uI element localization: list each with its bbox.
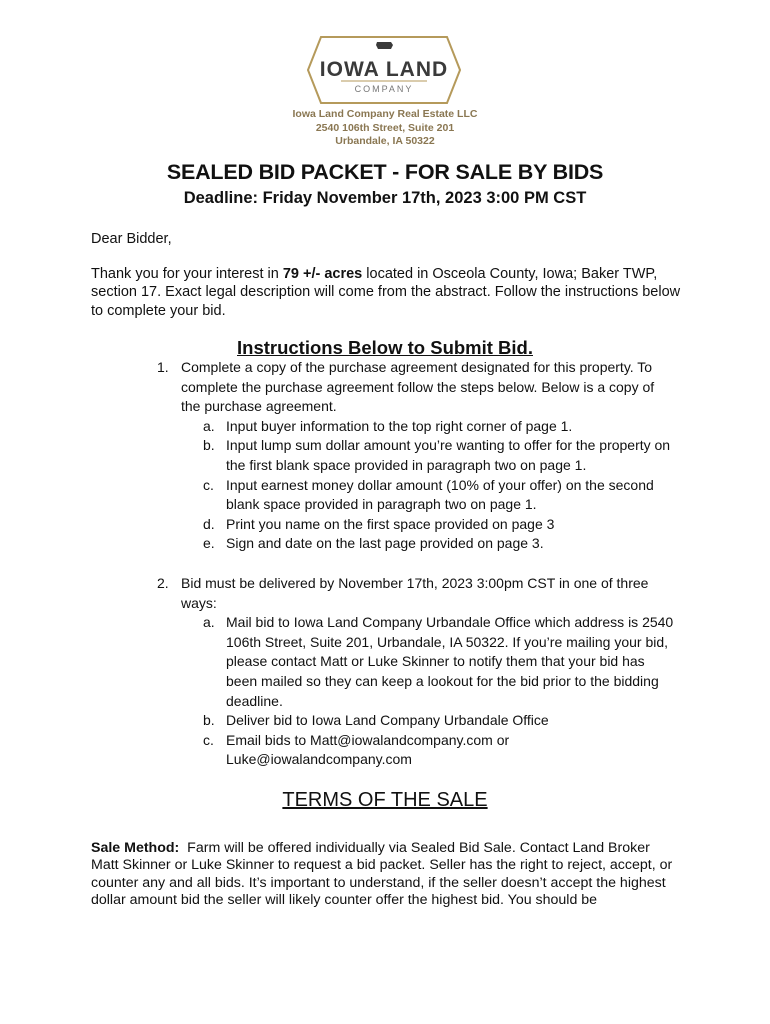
terms-heading: TERMS OF THE SALE [282, 789, 488, 811]
sub-step: c. Email bids to Matt@iowalandcompany.com or Luke@iowalandcompany.com [203, 731, 510, 768]
company-street: 2540 106th Street, Suite 201 [315, 121, 455, 134]
deadline: Deadline: Friday November 17th, 2023 3:00 PM CST [183, 189, 587, 207]
sale-method-text: Farm will be offered individually via Sealed Bid Sale. Contact Land Broker Matt Skinner or Luke Skinner to request a bid packet. Seller has the right to reject, accept, or counter any and all bids. It’s important to understand, if the seller doesn’t accept the highest dollar amount bid the seller will likely counter offer the highest bid. You should be [91, 840, 677, 908]
instruction-step-2 [0, 574, 770, 770]
intro-before: Thank you for your interest in [91, 266, 283, 282]
logo-sub: COMPANY [354, 84, 414, 94]
sub-step: a. Mail bid to Iowa Land Company Urbandale Office which address is 2540 106th Street, Suite 201, Urbandale, IA 50322. If you’re mailing your bid, please contact Matt or Luke Skinner to notify them that your bid has been mailed so they can keep a lookout for the bid prior to the bidding deadline. [203, 614, 674, 709]
greeting: Dear Bidder, [91, 231, 172, 247]
sub-step: b. Deliver bid to Iowa Land Company Urbandale Office [203, 712, 549, 729]
sub-step: d. Print you name on the first space provided on page 3 [203, 515, 555, 532]
logo-name: IOWA LAND [319, 58, 449, 81]
intro-acres: 79 +/- acres [282, 266, 363, 282]
sub-step: b. Input lump sum dollar amount you’re wanting to offer for the property on the first blank space provided in paragraph two on page 1. [203, 437, 671, 473]
step-number: 2. [157, 575, 169, 591]
sub-step: e. Sign and date on the last page provided on page 3. [203, 535, 544, 552]
step-text: 2. Bid must be delivered by November 17th, 2023 3:00pm CST in one of three ways: [157, 575, 649, 611]
iowa-state-icon [376, 42, 393, 49]
company-address [0, 108, 770, 149]
page-title: SEALED BID PACKET - FOR SALE BY BIDS [166, 160, 604, 184]
instruction-step-1 [0, 358, 770, 554]
instructions-heading: Instructions Below to Submit Bid. [237, 337, 533, 358]
company-name: Iowa Land Company Real Estate LLC [292, 108, 478, 120]
company-logo [307, 36, 461, 104]
sub-step: c. Input earnest money dollar amount (10% of your offer) on the second blank space provided in paragraph two on page 1. [203, 476, 654, 513]
intro-paragraph [91, 265, 681, 320]
sub-step: a. Input buyer information to the top right corner of page 1. [203, 417, 573, 434]
sale-method-paragraph [91, 840, 676, 909]
step-number: 1. [157, 359, 169, 375]
intro-after: located in Osceola County, Iowa; Baker TWP, section 17. Exact legal description will come from the abstract. Follow the instructions below to complete your bid. [91, 266, 681, 319]
step-text: 1. Complete a copy of the purchase agreement designated for this property. To complete the purchase agreement follow the steps below. Below is a copy of the purchase agreement. [157, 359, 655, 415]
company-city: Urbandale, IA 50322 [335, 135, 435, 147]
sale-method-label: Sale Method: [91, 840, 180, 856]
